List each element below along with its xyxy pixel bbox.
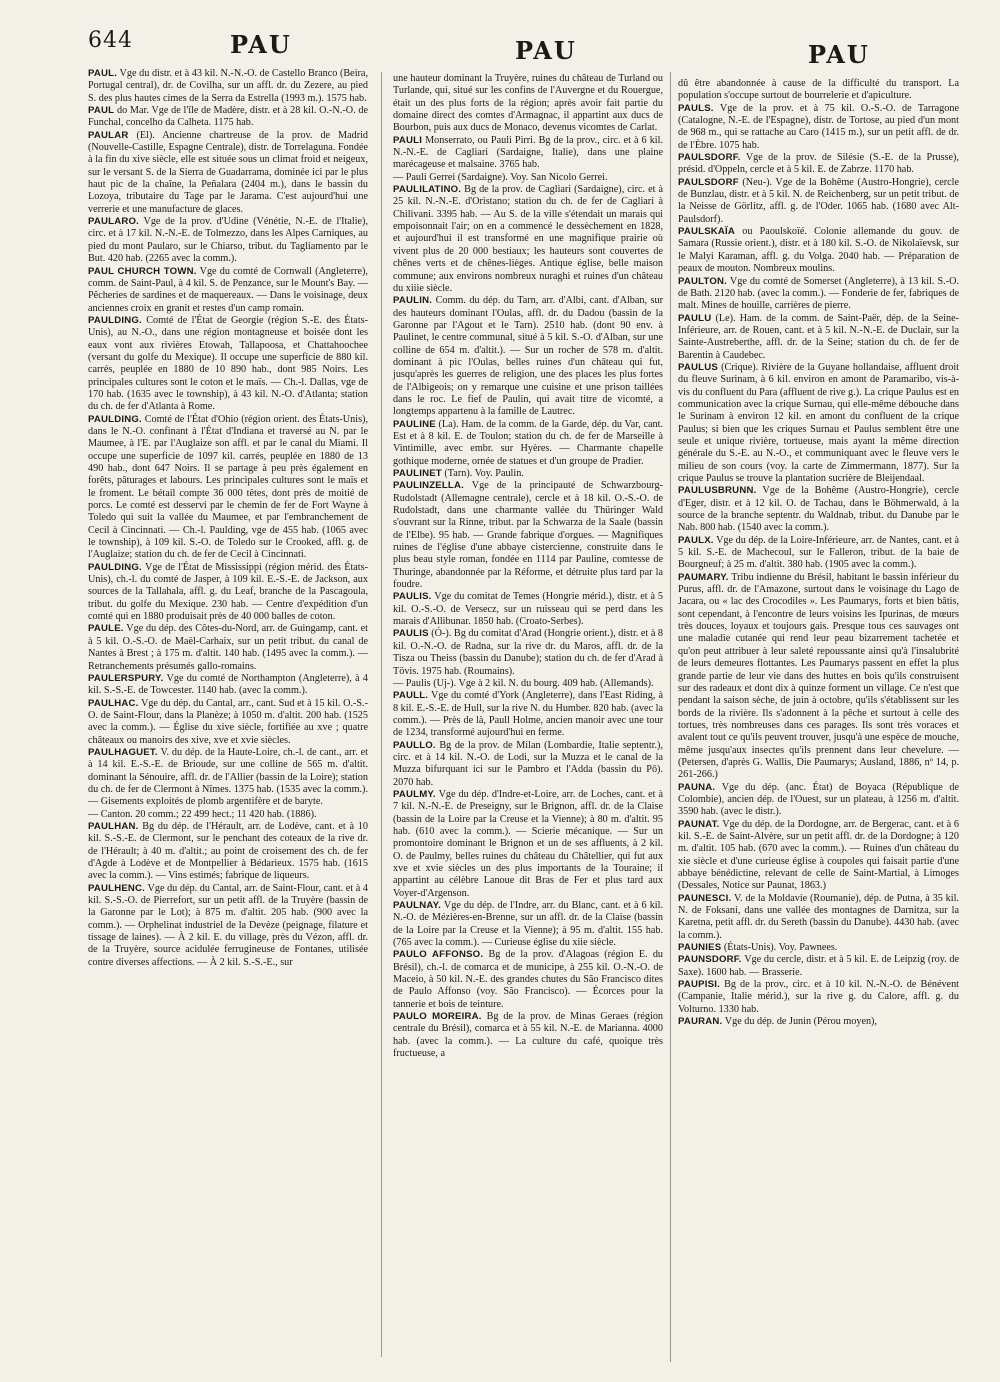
entry-text: une hauteur dominant la Truyère, ruines du château de Turland ou Turlande, qui, situé sur les confins de l'Auvergne et du Rouergue, était un des plus forts de la région; après avoir fait partie du domaine direct des comtes d'Armagnac, il appartint aux ducs de Bourbon, puis aux ducs de Monaco, devenus vicomtes de Carlat. [393, 73, 663, 134]
dictionary-entry [678, 979, 959, 1016]
dictionary-entry [678, 572, 959, 782]
entry-headword: PAUNSDORF. [678, 954, 742, 966]
dictionary-entry [393, 789, 663, 900]
entry-text: (Crique). Rivière de la Guyane hollandaise, affluent droit du fleuve Surinam, à 6 kil. environ en amont de Paramaribo, vis-à-vis du confluent du Para (affluent de rive g.). La crique Paulus est en communication avec la crique Surnau, qui elle-même débouche dans le Surinam à environ 12 kil. en amont du confluent de la crique Paulus; si bien que les criques Surnau et Paulus semblent être une seule et unique rivière, tortueuse, mais ayant la même direction générale du S.-E. au N.-O., et communiquant avec le fleuve vers le milieu de son cours (voy. la carte de Zimmermann, 1877). Sur la crique Paulus se trouve la plantation sucrière de Bleijendaal. [678, 361, 960, 484]
dictionary-entry [88, 673, 368, 698]
running-head-left: PAU [230, 30, 292, 59]
entry-headword: PAUNA. [678, 781, 716, 793]
dictionary-entry [88, 747, 368, 809]
dictionary-entry [678, 362, 959, 485]
entry-text: Vge du dép. de l'Indre, arr. du Blanc, cant. et à 6 kil. N.-O. de Mézières-en-Brenne, sur un affl. dr. de la Claise (bassin de la Loire par la Creuse et la Vienne); à 95 m. d'altit. 155 hab. (765 avec la comm.). — Curieuse église du xiie siècle. [393, 900, 663, 949]
dictionary-entry [88, 883, 368, 969]
dictionary-entry [678, 1016, 959, 1028]
entry-text: — Pauli Gerrei (Sardaigne). Voy. San Nicolo Gerrei. [393, 171, 608, 183]
entry-headword: PAULHAN. [88, 820, 139, 832]
entry-text: Vge du dép. (anc. État) de Boyaca (République de Colombie), ancien dép. de l'Ouest, sur un plateau, à 1256 m. d'altit. 3590 hab. (avec le distr.). [678, 781, 959, 818]
entry-text: Vge du comitat de Temes (Hongrie mérid.), distr. et à 5 kil. O.-S.-O. de Versecz, sur un ruisseau qui se perd dans les marais d'Allibunar. 1850 hab. (Croato-Serbes). [393, 591, 663, 628]
dictionary-entry [393, 184, 663, 295]
entry-text: Vge de la Bohême (Austro-Hongrie), cercle d'Eger, distr. et à 12 kil. O. de Tachau, dans le Böhmerwald, à la source de la branche septentr. du Waldnab, tribut. du Danube par le Nab. 800 hab. (1540 avec la comm.). [678, 485, 959, 534]
entry-headword: PAULHAC. [88, 697, 139, 709]
entry-headword: PAUL [88, 105, 115, 117]
dictionary-entry [678, 535, 959, 572]
entry-headword: PAULNAY. [393, 900, 441, 912]
entry-headword: PAUNIES [678, 942, 722, 954]
dictionary-entry [678, 103, 959, 152]
entry-headword: PAULL. [393, 690, 429, 702]
entry-text: Vge du dép. des Côtes-du-Nord, arr. de Guingamp, cant. et à 5 kil. O.-S.-O. de Maël-Carhaix, sur un petit tribut. du canal de Nantes à Brest ; à 175 m. d'altit. 140 hab. (1495 avec la comm.). — Retranchements présumés gallo-romains. [88, 623, 368, 672]
entry-text: Comm. du dép. du Tarn, arr. d'Albi, cant. d'Alban, sur des hauteurs dominant l'Oulas, affl. dr. du Dadou (bassin de la Garonne par l'Agout et le Tarn). 2510 hab. (dont 90 env. à Paulinet, le centre communal, situé à 5 kil. S.-O. d'Alban, sur une colline de 654 m. d'altit.). — Sur un rocher de 578 m. d'altit. dominant à pic l'Oulas, belles ruines d'un château qui fut, jusqu'après les guerres de religion, une des places les plus fortes de l'Albigeois; on y remarque une cuisine et une prison taillées dans le roc. Le fief de Paulin, qui avait titre de vicomté, a longtemps appartenu à la famille de Lautrec. [393, 295, 664, 418]
dictionary-entry [88, 105, 368, 130]
entry-text: Vge du comté d'York (Angleterre), dans l'East Riding, à 8 kil. E.-S.-E. de Hull, sur la rive N. du Humber. 820 hab. (avec la comm.). — Près de là, Paull Holme, ancien manoir avec une tour de 1234, transformé aujourd'hui en ferme. [393, 690, 663, 739]
entry-headword: PAULINE [393, 418, 436, 430]
entry-headword: PAULTON. [678, 275, 728, 287]
dictionary-entry [393, 480, 663, 591]
dictionary-entry [393, 135, 663, 172]
entry-text: Comté de l'État d'Ohio (région orient. des États-Unis), dans le N.-O. confinant à l'État d'Indiana et traversé au N. par le Maumee, à l'E. par l'Auglaize son affl. et par le canal du Miami. Il occupe une superficie de 1097 kil. carrés, peuplée en 1880 de 13 490 hab., dont 647 Noirs. Il se partage à peu près également en forêts, pâturages et labours. Les principales cultures sont le maïs et le froment. Le bétail compte 36 000 têtes, dont près de moitié de porcs. Le comté est desservi par le chemin de fer de Fort Wayne à Toledo qui suit la vallée du Maumee, et par l'embranchement de Cecil à Cincinnati. — Ch.-l. Paulding, vge de 455 hab. (1065 avec le township), à 109 kil. S.-O. de Toledo sur le Crooked, affl. g. de l'Auglaize; station du ch. de fer de Cecil à Cincinnati. [88, 413, 368, 561]
entry-text: Bg de la prov. de Minas Geraes (région centrale du Brésil), comarca et à 55 kil. N.-E. de Marianna. 4000 hab. (avec la comm.). — La culture du café, quoique très fructueuse, a [393, 1011, 664, 1060]
entry-headword: PAULERSPURY. [88, 672, 164, 684]
entry-headword: PAUMARY. [678, 571, 729, 583]
entry-text: Bg de la prov. d'Alagoas (région E. du Brésil), ch.-l. de comarca et de municipe, à 255 kil. O.-N.-O. de Maceio, à 50 kil. N.-E. des grandes chutes du São Francisco dites de Paulo Affonso (voy. São Francisco). — Écorces pour la tannerie et bois de teinture. [393, 949, 664, 1010]
entry-text: dû être abandonnée à cause de la difficulté du transport. La population s'occupe surtout de bourrelerie et d'apiculture. [678, 78, 959, 102]
entry-headword: PAULIS [393, 628, 429, 640]
dictionary-entry [678, 819, 959, 893]
entry-text: Vge du dép. du Cantal, arr. de Saint-Flour, cant. et à 4 kil. S.-S.-O. de Pierrefort, sur un petit affl. de la Truyère (bassin de la Garonne par le Lot); à 875 m. d'altit. 205 hab. (900 avec la comm.). — Orphelinat industriel de la Devèze (peignage, filature et tissage de laines). — À 2 kil. E. du village, près du Vézon, affl. dr. de la Truyère, source acidulée ferrugineuse de Fontanes, utilisée contre diverses affections. — À 2 kil. S.-S.-E., sur [88, 882, 368, 968]
entry-headword: PAULSDORF [678, 176, 739, 188]
entry-text: Vge de la prov. de Silésie (S.-E. de la Prusse), présid. d'Oppeln, cercle et à 5 kil. E. de Zabrze. 1170 hab. [678, 152, 959, 176]
dictionary-entry [88, 216, 368, 265]
entry-text: Bg de la prov. de Cagliari (Sardaigne), circ. et à 25 kil. N.-N.-E. d'Oristano; station du ch. de fer de Cagliari à Chilivani. 3395 hab. — Au S. de la ville s'étendait un marais qui empoisonnait l'air; on en a commencé le dessèchement en 1828, et aujourd'hui il est transformé en une magnifique prairie où vivent plus de 20 000 bestiaux; les hauteurs sont couvertes de chênes verts et de chênes-lièges. Antique église, belle maison commune; aux environs nombreux nuraghi et ruines d'un château du xiiie siècle. [393, 184, 663, 294]
dictionary-entry [678, 177, 959, 226]
entry-text: (El). Ancienne chartreuse de la prov. de Madrid (Nouvelle-Castille, Espagne Centrale), distr. de Torrelaguna. Fondée à la fin du xive siècle, elle est située sous un climat froid et neigeux, sur le versant S. de la Sierra de Guadarrama, dominée ici par le plus haut pic de la chaîne, la Peñalara (2404 m.), dans le bassin du Lozoya, tributaire du Tage par le Jarama. C'est aujourd'hui une verrerie et une manufacture de glaces. [88, 129, 369, 215]
entry-headword: PAULIN. [393, 295, 433, 307]
dictionary-entry [393, 690, 663, 739]
entry-headword: PAUL CHURCH TOWN. [88, 265, 197, 277]
entry-text: Vge de l'État de Mississippi (région mérid. des États-Unis), ch.-l. du comté de Jasper, à 109 kil. E.-S.-E. de Jackson, aux sources de la Tallahala, affl. g. du Leaf, branche de la Pascagoula, tribut. du golfe du Mexique. 230 hab. — Centre d'expédition d'un comté qui en 1880 produisait près de 40 000 balles de coton. [88, 561, 368, 623]
text-column-middle [393, 73, 663, 1061]
entry-headword: PAULINZELLA. [393, 480, 464, 492]
entry-text: (La). Ham. de la comm. de la Garde, dép. du Var, cant. Est et à 8 kil. E. de Toulon; station du ch. de fer de Marseille à Vintimille, avec embr. sur Hyères. — Charmante chapelle gothique moderne, ornée de statues et d'un groupe de Pradier. [393, 418, 664, 467]
entry-text: Vge de la principauté de Schwarzbourg-Rudolstadt (Allemagne centrale), cercle et à 18 kil. O.-S.-O. de Rudolstadt, dans une charmante vallée du Thüringer Wald s'ouvrant sur la Rinne, tribut. par la Schwarza de la Saale (bassin de l'Elbe). 95 hab. — Grande fabrique d'orgues. — Magnifiques ruines de l'église d'une abbaye cistercienne, construite dans le plus beau style roman, fondée en 1114 par Pauline, comtesse de Thuringe, abandonnée par la Réforme, et détruite plus tard par la foudre. [393, 480, 663, 591]
dictionary-entry [393, 628, 663, 677]
entry-text: Vge du dép. de Junin (Pérou moyen), [724, 1016, 877, 1028]
dictionary-entry [393, 1011, 663, 1060]
entry-headword: PAULI [393, 134, 423, 146]
entry-text: (Tarn). Voy. Paulin. [444, 468, 524, 479]
entry-text: Tribu indienne du Brésil, habitant le bassin inférieur du Purus, affl. dr. de l'Amazone, surtout dans le voisinage du Lago de Jacara, ou « lac des Crocodiles ». Les Paumarys, forts et bien bâtis, sont cependant, à l'encontre de leurs voisins les Ipurinas, de mœurs très douces, loyaux et toujours gais. Presque tous ces sauvages ont une maladie cutanée qui rend leur peau bizarrement tachetée et qu'on peut attribuer à leur saleté repoussante ainsi qu'à l'insalubrité de leurs demeures flottantes. Les Paumarys passent en effet la plus grande partie de leur vie dans des huttes en bois qu'ils construisent sur des radeaux et dont dix à quinze forment un village. Ce n'est que pendant la saison sèche, de juin à octobre, qu'ils s'établissent sur les bords de la rivière. Ils s'adonnent à la pêche et surtout à celle des tortues, très nombreuses dans ces parages. Ils sont très voraces et avalent tout ce qu'ils peuvent trouver, jusqu'à une espèce de mouche, même jusqu'aux insectes qu'ils prennent dans leur chevelure. — (Petersen, d'après G. Wallis, Die Paumarys; Ausland, 1886, nº 14, p. 261-266.) [678, 571, 959, 781]
dictionary-entry [88, 809, 368, 821]
dictionary-entry [393, 295, 663, 418]
entry-headword: PAULX. [678, 534, 714, 546]
dictionary-entry [678, 78, 959, 103]
running-head-center: PAU [515, 36, 577, 65]
entry-headword: PAULUS [678, 361, 718, 373]
entry-headword: PAULHAGUET. [88, 746, 158, 758]
entry-text: V. du dép. de la Haute-Loire, ch.-l. de cant., arr. et à 14 kil. E.-S.-E. de Brioude, sur une colline de 565 m. d'altit. dominant la Sénouire, affl. dr. de l'Allier (bassin de la Loire); station du ch. de fer de Clermont à Nîmes. 1375 hab. (1535 avec la comm.). — Gisements exploités de plomb argentifère et de baryte. [88, 746, 368, 808]
entry-headword: PAULDING. [88, 561, 142, 573]
entry-text: Vge du dép. d'Indre-et-Loire, arr. de Loches, cant. et à 7 kil. N.-N.-E. de Preseigny, sur le Brignon, affl. dr. de la Claise (bassin de la Loire par la Creuse et la Vienne); à 80 m. d'altit. 95 hab. (610 avec la comm.). — Scierie mécanique. — Sur un promontoire dominant le Brignon et un de ses affluents, à 2 kil. O. de Paulmy, belles ruines du château du Châtellier, qui fut aux xve et xvie siècles un des plus importants de la Touraine; il appartint au célèbre Lanoue dit Bras de Fer et plus tard aux Voyer-d'Argenson. [393, 788, 663, 899]
entry-text: ou Paoulskoïé. Colonie allemande du gouv. de Samara (Russie orient.), distr. et à 180 kil. S.-O. de Nikolaïevsk, sur le Malyi Karaman, affl. g. du Volga. 2040 hab. — Préparation de peaux de mouton. Nombreux moulins. [678, 226, 959, 275]
entry-text: Comté de l'État de Georgie (région S.-E. des États-Unis), au N.-O., dans une région montagneuse et boisée dont les eaux vont aux rivières Etowah, Tallapoosa, et Chattahoochee (versant du golfe du Mexique). Il occupe une superficie de 880 kil. carrés, peuplée en 1880 de 10 890 hab., dont 985 Noirs. Les principales cultures sont le coton et le maïs. — Ch.-l. Dallas, vge de 170 hab. (1635 avec le township), à 43 kil. N.-O. d'Atlanta; station du ch. de fer d'Atlanta à Rome. [88, 314, 369, 413]
page-number: 644 [88, 28, 133, 53]
dictionary-entry [393, 949, 663, 1011]
entry-text: (Ó-). Bg du comitat d'Arad (Hongrie orient.), distr. et à 8 kil. O.-N.-O. de Radna, sur la rive dr. du Maros, affl. dr. de la Tisza ou Theiss (bassin du Danube); station du ch. de fer d'Arad à Tövis. 1975 hab. (Roumains). [393, 628, 664, 677]
entry-text: Vge du cercle, distr. et à 5 kil. E. de Leipzig (roy. de Saxe). 1600 hab. — Brasserie. [678, 954, 959, 978]
dictionary-entry [393, 468, 663, 480]
entry-headword: PAULS. [678, 102, 714, 114]
entry-text: Vge du distr. et à 43 kil. N.-N.-O. de Castello Branco (Beira, Portugal central), dr. de Covilha, sur un affl. dr. du Zezere, au pied S. des plus hautes cimes de la Serra da Estrella (1993 m.). 1575 hab. [88, 68, 368, 104]
dictionary-entry [88, 315, 368, 414]
entry-text: Bg de la prov., circ. et à 10 kil. N.-N.-O. de Bénévent (Campanie, Italie mérid.), sur la rive g. du Calore, affl. g. du Volturno. 1330 hab. [678, 979, 960, 1015]
dictionary-entry [88, 266, 368, 315]
dictionary-entry [88, 698, 368, 747]
dictionary-entry [678, 485, 959, 534]
dictionary-entry [88, 562, 368, 624]
entry-text: Vge du dép. de la Loire-Inférieure, arr. de Nantes, cant. et à 5 kil. S.-E. de Machecoul, sur le Falleron, tribut. de la baie de Bourgneuf; à 25 m. d'altit. 380 hab. (1905 avec la comm.). [678, 534, 959, 571]
dictionary-entry [678, 942, 959, 954]
dictionary-entry [393, 419, 663, 468]
dictionary-entry [678, 152, 959, 177]
entry-text: (Le). Ham. de la comm. de Saint-Paër, dép. de la Seine-Inférieure, arr. de Rouen, cant. et à 5 kil. N.-N.-E. de Duclair, sur la Sainte-Austreberthe, affl. dr. de la Seine; station du ch. de fer de Barentin à Caudebec. [678, 312, 959, 361]
dictionary-entry [393, 740, 663, 789]
entry-headword: PAULO AFFONSO. [393, 949, 484, 961]
entry-text: Vge du comté de Cornwall (Angleterre), comm. de Saint-Paul, à 4 kil. S. de Penzance, sur le Mount's Bay. — Pêcheries de sardines et de maquereaux. — Dans le voisinage, deux anciennes croix en granit et restes d'un camp romain. [88, 265, 368, 314]
entry-text: — Canton. 20 comm.; 22 499 hect.; 11 420 hab. (1886). [88, 808, 317, 820]
dictionary-entry [393, 73, 663, 135]
entry-headword: PAULHENC. [88, 882, 146, 894]
entry-headword: PAUL. [88, 68, 118, 79]
entry-text: Vge du comté de Somerset (Angleterre), à 13 kil. S.-O. de Bath. 2120 hab. (avec la comm.). — Fonderie de fer, fabriques de malt. Mines de houille, carrières de pierre. [678, 275, 959, 312]
entry-text: V. de la Moldavie (Roumanie), dép. de Putna, à 35 kil. N. de Foksani, dans une vallée des montagnes de Darnitza, sur la Karetna, petit affl. dr. du Sereth (bassin du Danube). 4430 hab. (avec la comm.). [678, 892, 959, 941]
entry-headword: PAUNAT. [678, 818, 720, 830]
dictionary-entry [88, 623, 368, 672]
entry-headword: PAULDING. [88, 314, 142, 326]
entry-text: (États-Unis). Voy. Pawnees. [723, 942, 838, 954]
dictionary-entry [88, 130, 368, 216]
entry-headword: PAULAR [88, 129, 129, 141]
dictionary-entry [678, 226, 959, 275]
dictionary-entry [393, 172, 663, 184]
entry-headword: PAUNESCI. [678, 892, 732, 904]
entry-text: Bg du dép. de l'Hérault, arr. de Lodève, cant. et à 10 kil. S.-S.-E. de Clermont, sur le penchant des coteaux de la rive dr. de l'Hérault; à 40 m. d'altit.; au point de croisement des ch. de fer d'Agde à Lodève et de Montpellier à Bédarieux. 1575 hab. (1615 avec la comm.). — Vins estimés; fabrique de liqueurs. [88, 820, 368, 882]
dictionary-entry [88, 68, 368, 105]
dictionary-entry [678, 954, 959, 979]
entry-text: Vge de la prov. d'Udine (Vénétie, N.-E. de l'Italie), circ. et à 17 kil. N.-N.-E. de Tolmezzo, dans les Alpes Carniques, au pied du mont Paularo, sur le Chiarso, tribut. du Tagliamento par le But. 420 hab. (2265 avec la comm.). [88, 216, 368, 265]
entry-text: Monserrato, ou Pauli Pirri. Bg de la prov., circ. et à 6 kil. N.-N.-E. de Cagliari (Sardaigne, Italie), dans une plaine marécageuse et malsaine. 3765 hab. [393, 134, 664, 171]
dictionary-entry [393, 900, 663, 949]
entry-headword: PAULSKAÏA [678, 226, 736, 238]
dictionary-entry [678, 276, 959, 313]
entry-text: — Paulis (Uj-). Vge à 2 kil. N. du bourg. 409 hab. (Allemands). [393, 677, 654, 689]
entry-text: (Neu-). Vge de la Bohême (Austro-Hongrie), cercle de Bunzlau, distr. et à 5 kil. N. de Reichenberg, sur un petit tribut. de la Neisse de Görlitz, affl. g. de l'Oder. 1065 hab. (1680 avec Alt-Paulsdorf). [678, 176, 960, 225]
dictionary-entry [678, 893, 959, 942]
entry-headword: PAULDING. [88, 413, 142, 425]
entry-text: Bg de la prov. de Milan (Lombardie, Italie septentr.), circ. et à 14 kil. N.-O. de Lodi, sur la Muzza et le canal de la Muzza bifurquant ici sur le Pambro et l'Adda (bassin du Pô). 2070 hab. [393, 739, 664, 788]
dictionary-entry [393, 591, 663, 628]
entry-headword: PAULILATINO. [393, 184, 462, 196]
dictionary-entry [393, 678, 663, 690]
entry-headword: PAULSDORF. [678, 152, 741, 164]
entry-headword: PAULE. [88, 623, 124, 635]
dictionary-entry [88, 821, 368, 883]
entry-headword: PAULINET [393, 468, 442, 479]
entry-headword: PAULMY. [393, 788, 436, 800]
entry-text: Vge de la prov. et à 75 kil. O.-S.-O. de Tarragone (Catalogne, N.-E. de l'Espagne), distr. de Tortose, au pied d'un mont de 968 m., qui se rattache au Caro (1415 m.), sur un petit affl. de dr. de l'Èbre. 1075 hab. [678, 102, 959, 151]
entry-headword: PAULUSBRUNN. [678, 485, 757, 497]
entry-text: Vge du dép. de la Dordogne, arr. de Bergerac, cant. et à 6 kil. S.-E. de Saint-Alvère, sur un petit affl. dr. de la Dordogne; à 120 m. d'altit. 105 hab. (670 avec la comm.). — Ruines d'un château du xie siècle et d'une curieuse église à coupoles qui faisait partie d'une abbaye bénédictine, relevant de celle de Saint-Martial, à Limoges (Dessales, Notice sur Paunat, 1863.) [678, 818, 959, 892]
entry-headword: PAULARO. [88, 216, 139, 228]
column-divider [381, 72, 382, 1357]
entry-text: Vge du dép. du Cantal, arr., cant. Sud et à 15 kil. O.-S.-O. de Saint-Flour, dans la Planèze; à 1050 m. d'altit. 200 hab. (1525 avec la comm.). — Église du xive siècle, fortifiée au xve ; quatre châteaux ou manoirs des xive, xve et xvie siècles. [88, 697, 368, 746]
dictionary-entry [678, 782, 959, 819]
dictionary-entry [678, 313, 959, 362]
entry-headword: PAULLO. [393, 739, 436, 751]
entry-headword: PAUPISI. [678, 979, 720, 991]
entry-headword: PAULO MOREIRA. [393, 1011, 482, 1023]
entry-text: Vge du comté de Northampton (Angleterre), à 4 kil. S.-S.-E. de Towcester. 1140 hab. (avec la comm.). [88, 672, 368, 697]
entry-headword: PAULU [678, 312, 712, 324]
running-head-right: PAU [808, 40, 870, 69]
dictionary-entry [88, 414, 368, 562]
entry-headword: PAURAN. [678, 1016, 723, 1028]
entry-text: do Mar. Vge de l'île de Madère, distr. et à 28 kil. O.-N.-O. de Funchal, concelho da Calheta. 1175 hab. [88, 105, 369, 129]
text-column-right [678, 78, 959, 1028]
column-divider [670, 72, 671, 1362]
text-column-left [88, 68, 368, 969]
entry-headword: PAULIS. [393, 591, 432, 603]
